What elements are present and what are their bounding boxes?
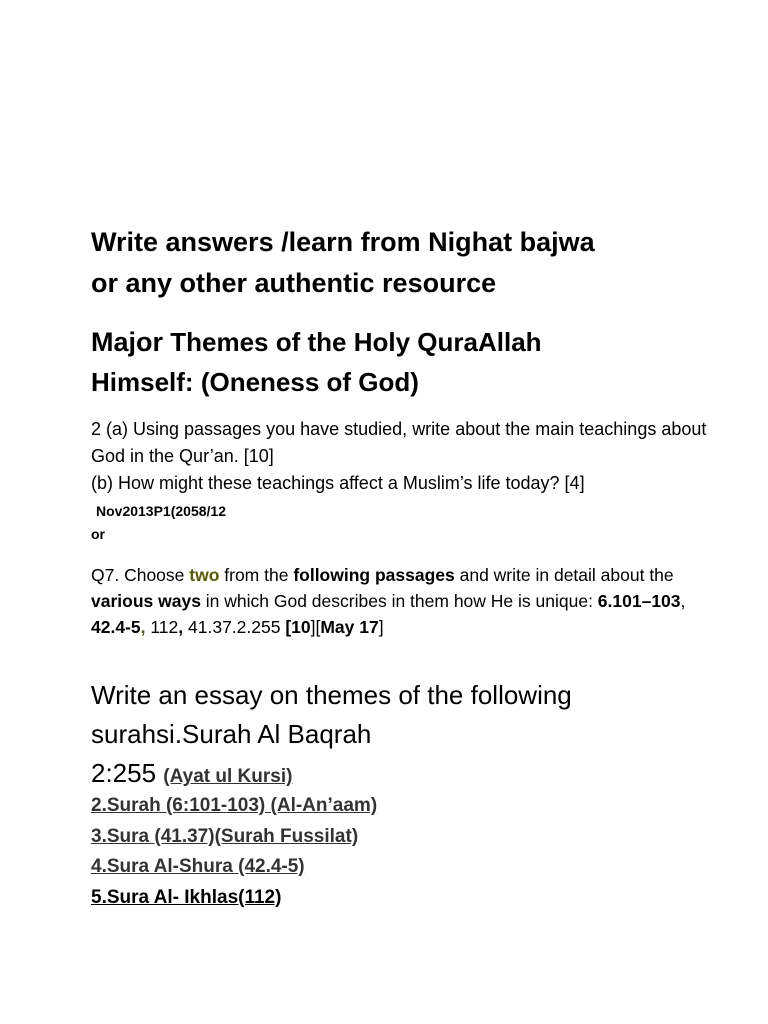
themes-oneness: Oneness of God) [209,367,419,397]
q7-session: May 17 [320,617,379,637]
q7-part-7: in which God describes in them how He is unique: [200,591,598,611]
q7-comma-3: , [178,617,184,637]
essay-ayat-ul-kursi: (Ayat ul Kursi) [163,766,293,787]
question-2b: (b) How might these teachings affect a Muslim’s life today? [4] [91,473,585,493]
q7-ref-41-37: 41.37.2.255 [183,617,286,637]
q7-close-bracket: ] [378,617,384,637]
themes-word-himself: Himself: [91,367,201,397]
q7-part-3: from the [219,565,294,585]
essay-prompt [91,676,731,796]
q7-part-5: and write in detail about the [454,565,674,585]
themes-word-of: of [275,327,301,357]
surah-list-item-al-anaam: 2.Surah (6:101-103) (Al-An’aam) [91,795,378,816]
q7-two: two [189,565,220,585]
themes-word-allah: Allah [477,327,542,357]
question-2a: 2 (a) Using passages you have studied, write about the main teachings about God in the Qur’an. [10] [91,419,707,466]
q7-various-ways: various ways [91,591,201,611]
themes-word-qura: Qura [417,327,478,357]
q7-comma-2: , [140,617,146,637]
q7-part-1: Q7. Choose [91,565,190,585]
q7-ref-42-4: 42.4-5 [91,617,141,637]
themes-word-major: Major [91,327,164,357]
essay-ref: 2:255 [91,758,164,788]
q7-marks: [10 [285,617,311,637]
q7-following-passages: following passages [293,565,455,585]
themes-word-the-holy: the Holy [300,327,418,357]
q7-ref-6-101: 6.101–103 [597,591,681,611]
or-separator: or [91,526,105,542]
themes-open-paren: ( [200,367,210,397]
surah-list [91,791,377,913]
question-2 [91,416,731,497]
essay-text: Write an essay on themes of the following surahsi.Surah Al Baqrah [91,680,572,749]
themes-heading [91,322,731,402]
surah-list-item-al-shura: 4.Sura Al-Shura (42.4-5) [91,856,305,877]
question-7 [91,562,711,640]
main-heading-line-1: Write answers /learn from Nighat bajwa [91,227,595,257]
main-heading-line-2: or any other authentic resource [91,268,497,298]
exam-reference: Nov2013P1(2058/12 [96,503,226,519]
surah-list-item-fussilat: 3.Sura (41.37)(Surah Fussilat) [91,825,359,847]
surah-list-item-al-ikhlas: 5.Sura Al- Ikhlas(112) [91,886,282,908]
q7-comma-1: , [680,591,686,611]
themes-word-themes: Themes [163,327,276,357]
q7-bracket: ][ [310,617,321,637]
main-heading [91,222,731,304]
q7-ref-112: 112 [145,617,179,637]
